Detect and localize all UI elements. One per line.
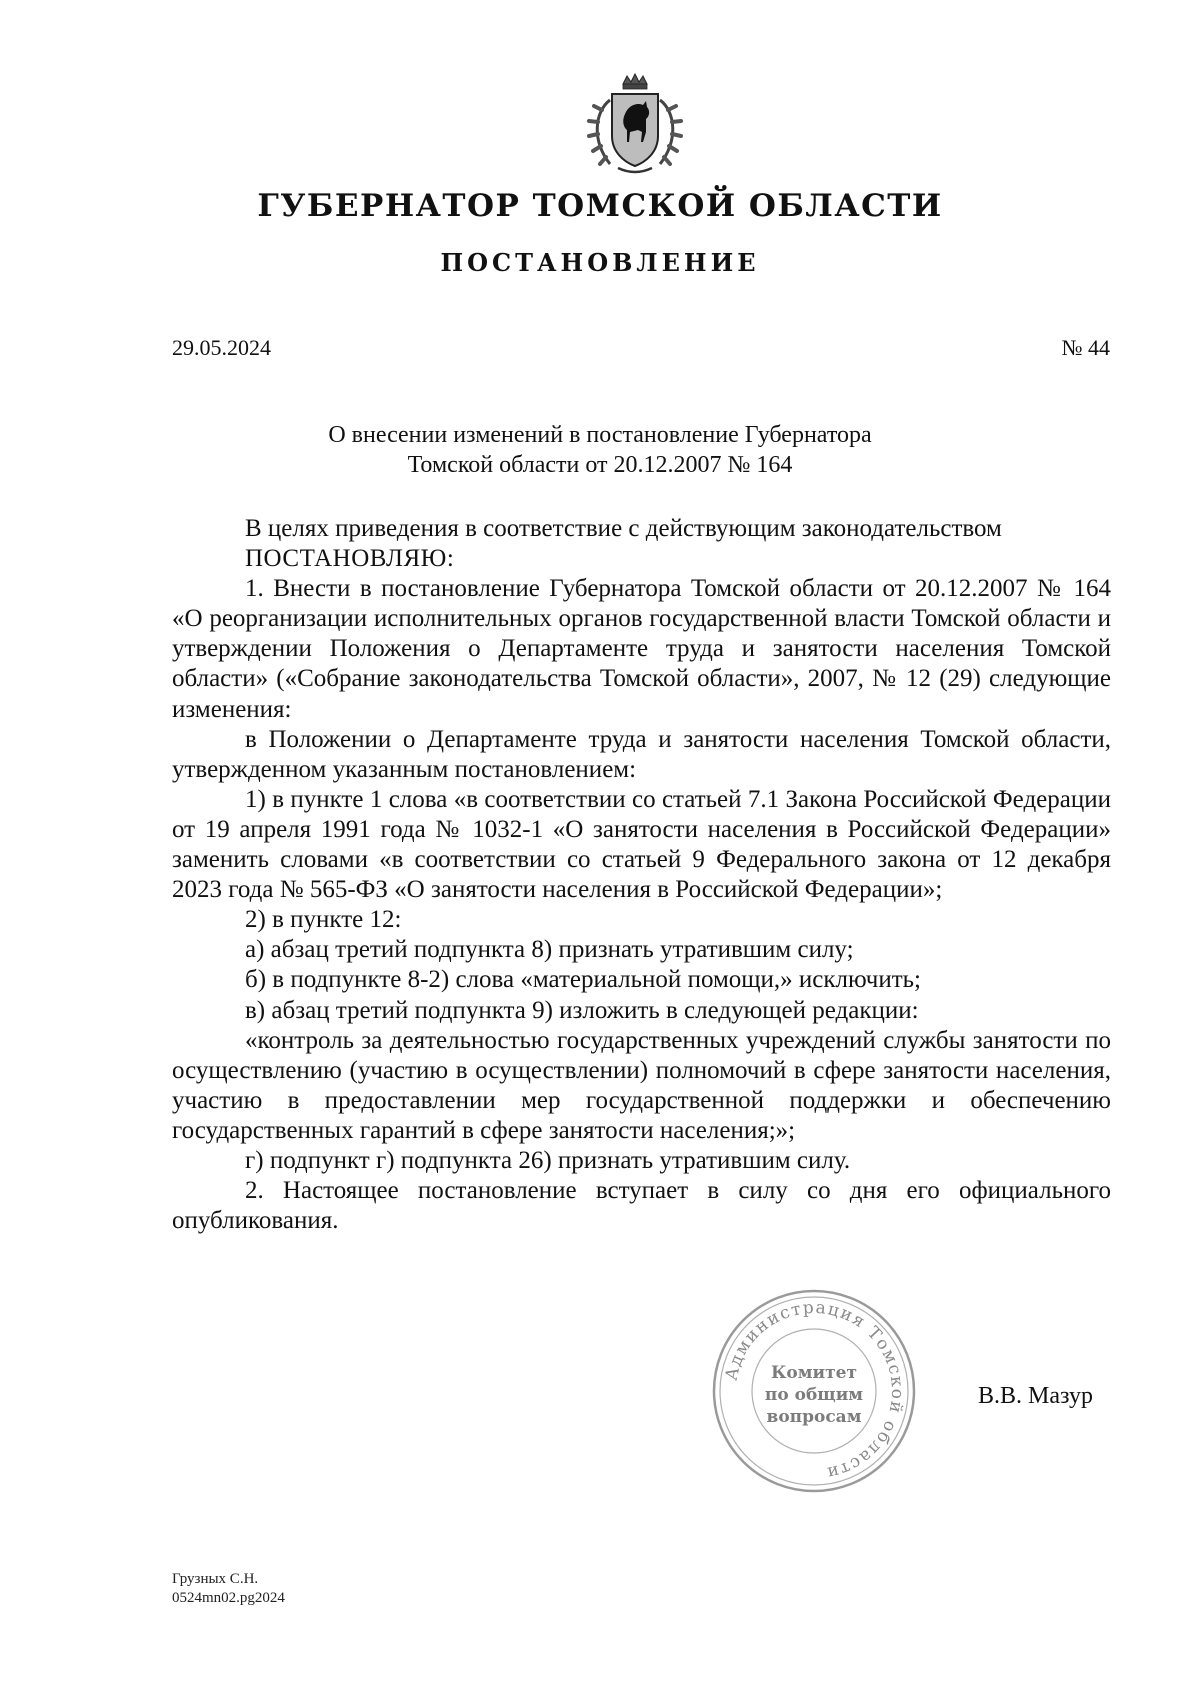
paragraph: 2) в пункте 12: [245,906,402,934]
paragraph: в) абзац третий подпункта 9) изложить в следующей редакции: [245,996,919,1024]
file-code: 0524mn02.pg2024 [172,1590,285,1606]
subject-line: О внесении изменений в постановление Губернатора [328,422,872,448]
official-stamp [709,1286,919,1496]
coat-of-arms-icon [580,72,690,180]
stamp-line: вопросам [766,1407,862,1427]
stamp-line: по общим [764,1385,864,1405]
paragraph: г) подпункт г) подпункта 26) признать утратившим силу. [245,1146,851,1174]
resolve-word: ПОСТАНОВЛЯЮ: [245,545,455,573]
stamp-ring-text: Администрация Томской области [721,1297,908,1484]
paragraph: 2. Настоящее постановление вступает в силу со дня его официального опубликования. [172,1177,1111,1235]
document-date: 29.05.2024 [172,335,271,360]
paragraph: б) в подпункте 8-2) слова «материальной помощи,» исключить; [245,966,921,994]
document-subject [0,420,1200,480]
paragraph: а) абзац третий подпункта 8) признать утратившим силу; [245,936,854,964]
stamp-line: Комитет [770,1363,858,1383]
issuer-title: ГУБЕРНАТОР ТОМСКОЙ ОБЛАСТИ [257,188,943,224]
paragraph: 1. Внести в постановление Губернатора Томской области от 20.12.2007 № 164 «О реорганизации исполнительных органов государственной власти Томской области и утверждении Положения о Департаменте труда и занятости населения Томской области» («Собрание законодательства Томской области», 2007, № 12 (29) следующие изменения: [172,575,1111,723]
paragraph: в Положении о Департаменте труда и занятости населения Томской области, утвержденном указанным постановлением: [172,725,1111,783]
paragraph: «контроль за деятельностью государственных учреждений службы занятости по осуществлению (участию в осуществлении) полномочий в сфере занятости населения, участию в предоставлении мер государственной поддержки и обеспечению государственных гарантий в сфере занятости населения;»; [172,1026,1111,1144]
footer [172,1570,285,1608]
signer-name: В.В. Мазур [978,1383,1093,1409]
subject-line: Томской области от 20.12.2007 № 164 [407,452,793,478]
executor-name: Грузных С.Н. [172,1571,259,1587]
paragraph: 1) в пункте 1 слова «в соответствии со статьей 7.1 Закона Российской Федерации от 19 апреля 1991 года № 1032-1 «О занятости населения в Российской Федерации» заменить словами «в соответствии со статьей 9 Федерального закона от 12 декабря 2023 года № 565-ФЗ «О занятости населения в Российской Федерации»; [172,785,1111,904]
document-body [172,514,1111,1236]
document-number: № 44 [1061,335,1110,360]
preamble: В целях приведения в соответствие с действующим законодательством [245,515,1002,542]
document-type: ПОСТАНОВЛЕНИЕ [440,248,760,277]
